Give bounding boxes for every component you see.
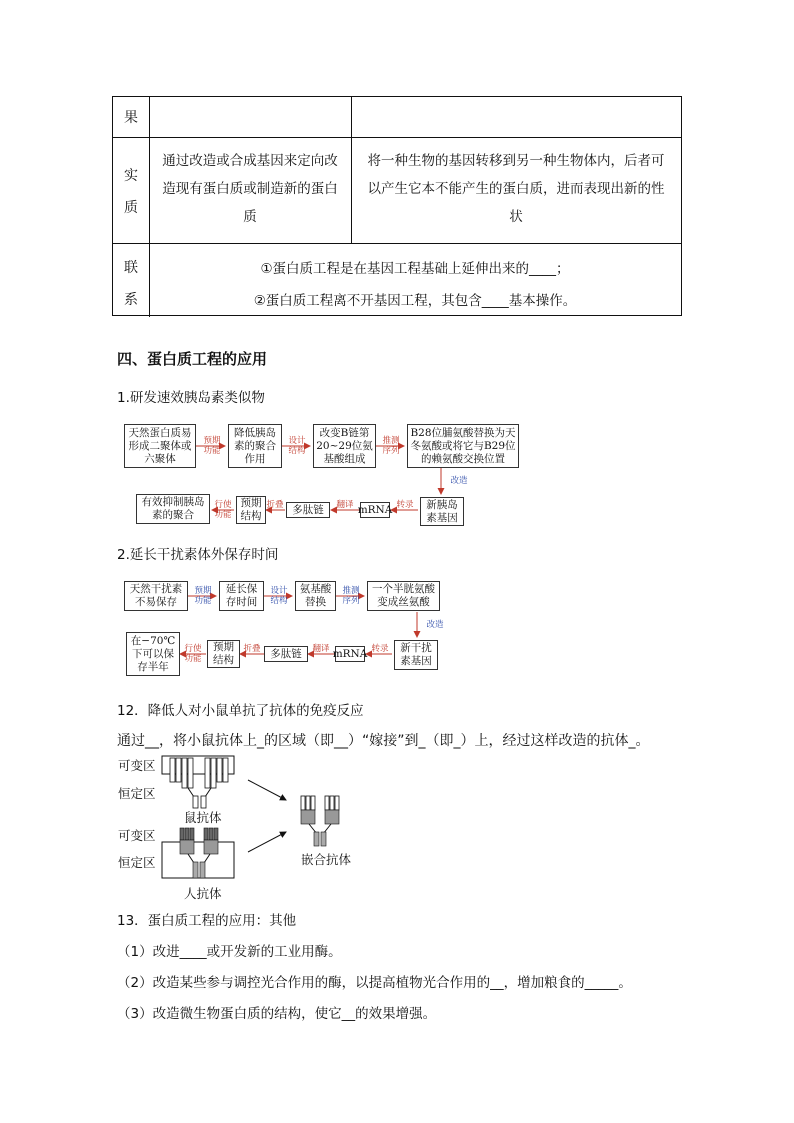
- flow2-label-a3: 推测 序列: [342, 586, 360, 606]
- flow2-box-expected-function: 延长保 存时间: [219, 581, 264, 611]
- q13-item-1: （1）改进____或开发新的工业用酶。: [117, 944, 342, 960]
- cell-line: 将一种生物的基因转移到另一种生物体内，后者可: [367, 153, 665, 169]
- cell-line: 状: [509, 209, 523, 225]
- label-variable-region-mouse: 可变区: [118, 758, 156, 773]
- flow2-label-a2: 设计 结构: [270, 586, 288, 606]
- flow2-box-designed-structure: 氨基酸 替换: [295, 581, 336, 611]
- cell-line: 造现有蛋白质或制造新的蛋白: [162, 181, 338, 197]
- flow1-box-mrna: mRNA: [360, 502, 390, 518]
- label-chimeric-antibody: 嵌合抗体: [301, 852, 352, 867]
- label-constant-region-human: 恒定区: [118, 855, 156, 870]
- row-label-lianxi-2: 系: [124, 292, 138, 308]
- flow2-box-mrna: mRNA: [335, 646, 365, 662]
- flow1-box-polypeptide: 多肽链: [286, 502, 330, 518]
- flow1-box-result: 有效抑制胰岛 素的聚合: [136, 494, 210, 524]
- row-label-shizhi-1: 实: [124, 168, 138, 184]
- q13-item-2: （2）改造某些参与调控光合作用的酶，以提高植物光合作用的__，增加粮食的_____。: [117, 975, 632, 991]
- human-antibody-shape: [162, 828, 234, 878]
- flow2-box-result: 在−70℃ 下可以保 存半年: [126, 632, 180, 676]
- cell-line: 以产生它本不能产生的蛋白质，进而表现出新的性: [367, 181, 665, 197]
- flow2-box-polypeptide: 多肽链: [264, 646, 308, 662]
- row-label-guo: 果: [124, 110, 138, 126]
- cell-line: 质: [243, 209, 257, 225]
- flow2-box-natural-interferon: 天然干扰素 不易保存: [124, 581, 188, 611]
- flow2-label-a6: 翻译: [312, 644, 330, 654]
- flow2-label-a8: 行使 功能: [184, 644, 202, 664]
- flow1-box-designed-structure: 改变B链第 20~29位氨 基酸组成: [313, 424, 376, 468]
- label-constant-region-mouse: 恒定区: [118, 786, 156, 801]
- section-title: 四、蛋白质工程的应用: [117, 350, 268, 368]
- flow1-box-new-gene: 新胰岛 素基因: [420, 497, 464, 526]
- q13-item-3: （3）改造微生物蛋白质的结构，使它__的效果增强。: [117, 1006, 437, 1022]
- app2-title: 2.延长干扰素体外保存时间: [117, 547, 279, 563]
- flow1-box-expected-structure: 预期 结构: [236, 496, 266, 524]
- q12-title: 12．降低人对小鼠单抗了抗体的免疫反应: [117, 703, 364, 719]
- flow2-box-amino-acid-sequence: 一个半胱氨酸 变成丝氨酸: [367, 581, 440, 611]
- flow2-box-expected-structure: 预期 结构: [207, 640, 240, 668]
- chimeric-antibody-shape: [301, 796, 339, 846]
- label-mouse-antibody: 鼠抗体: [184, 810, 222, 825]
- row-label-lianxi-1: 联: [124, 260, 138, 276]
- flow2-label-a5: 转录: [371, 644, 389, 654]
- mouse-antibody-shape: [162, 756, 234, 808]
- flow1-label-a5: 转录: [396, 500, 414, 510]
- flow1-label-a6: 翻译: [336, 500, 354, 510]
- flow1-box-expected-function: 降低胰岛 素的聚合 作用: [228, 424, 282, 468]
- label-human-antibody: 人抗体: [184, 886, 222, 901]
- cell-line: 通过改造或合成基因来定向改: [162, 153, 338, 169]
- flow1-box-natural-protein: 天然蛋白质易 形成二聚体或 六聚体: [124, 424, 196, 468]
- flow2-box-new-gene: 新干扰 素基因: [394, 640, 438, 670]
- label-variable-region-human: 可变区: [118, 828, 156, 843]
- relation-line-2: ②蛋白质工程离不开基因工程，其包含____基本操作。: [253, 293, 577, 309]
- flow2-label-a7: 折叠: [243, 644, 261, 654]
- flow2-label-a4: 改造: [426, 620, 444, 630]
- flow1-label-a7: 折叠: [266, 500, 284, 510]
- flow1-label-a3: 推测 序列: [382, 436, 400, 456]
- flow1-label-a1: 预期 功能: [203, 436, 221, 456]
- flow1-label-a2: 设计 结构: [288, 436, 306, 456]
- flow2-label-a1: 预期 功能: [194, 586, 212, 606]
- flow1-label-a8: 行使 功能: [214, 500, 232, 520]
- app1-title: 1.研发速效胰岛素类似物: [117, 390, 265, 406]
- flow1-box-amino-acid-sequence: B28位脯氨酸替换为天 冬氨酸或将它与B29位 的赖氨酸交换位置: [407, 424, 519, 468]
- flow1-label-a4: 改造: [450, 476, 468, 486]
- relation-line-1: ①蛋白质工程是在基因工程基础上延伸出来的____；: [260, 261, 570, 277]
- q13-title: 13．蛋白质工程的应用：其他: [117, 913, 297, 929]
- row-label-shizhi-2: 质: [124, 200, 138, 216]
- q12-text: 通过__，将小鼠抗体上_的区域（即__）“嫁接”到_（即_）上，经过这样改造的抗体_。: [117, 733, 650, 749]
